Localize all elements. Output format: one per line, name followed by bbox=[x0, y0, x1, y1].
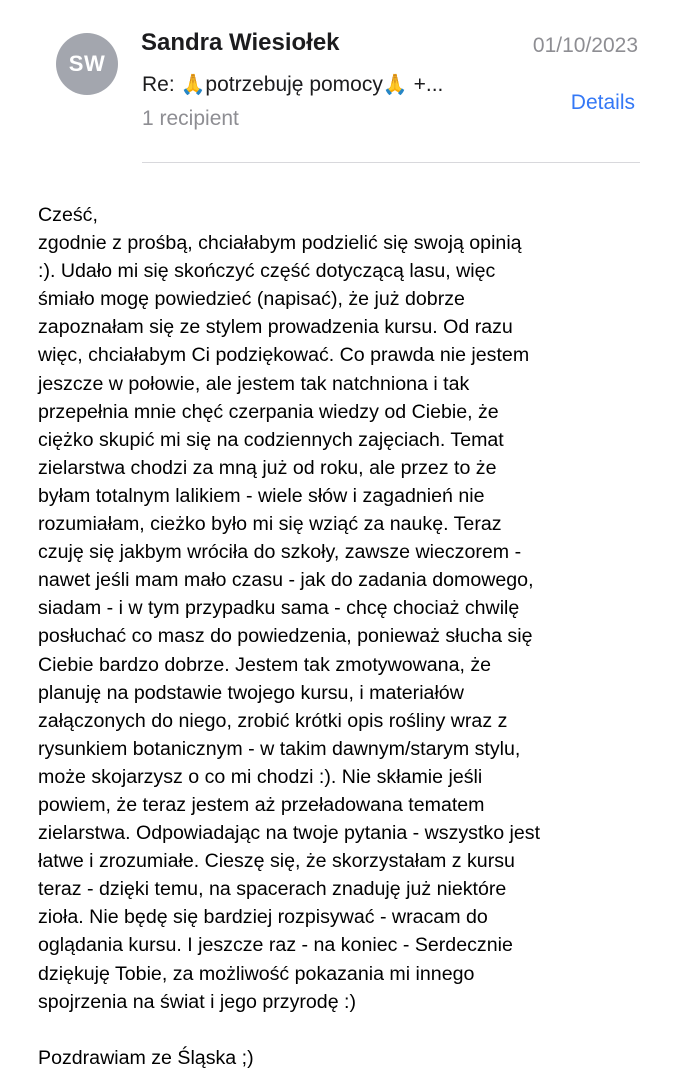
message-header bbox=[0, 0, 680, 165]
body-line: łatwe i zrozumiałe. Cieszę się, że skorzystałam z kursu bbox=[38, 850, 515, 873]
body-line: więc, chciałabym Ci podziękować. Co prawda nie jestem bbox=[38, 344, 530, 367]
recipient-count[interactable]: 1 recipient bbox=[142, 107, 239, 130]
body-line: byłam totalnym lalikiem - wiele słów i zagadnień nie bbox=[38, 484, 485, 507]
body-line: powiem, że teraz jestem aż przeładowana tematem bbox=[38, 793, 485, 816]
signoff-line: Pozdrawiam ze Śląska ;) bbox=[38, 1046, 254, 1069]
body-line: może skojarzysz o co mi chodzi :). Nie skłamie jeśli bbox=[38, 765, 483, 788]
body-line: zapoznałam się ze stylem prowadzenia kursu. Od razu bbox=[38, 316, 513, 339]
body-line: teraz - dzięki temu, na spacerach znaduję już niektóre bbox=[38, 878, 507, 901]
subject-line bbox=[142, 73, 522, 97]
body-line: śmiało mogę powiedzieć (napisać), że już dobrze bbox=[38, 288, 465, 311]
body-line: rozumiałam, cieżko było mi się wziąć za naukę. Teraz bbox=[38, 513, 502, 536]
body-line: przepełnia mnie chęć czerpania wiedzy od Ciebie, że bbox=[38, 400, 499, 423]
body-line: Cześć, bbox=[38, 204, 98, 226]
body-line: spojrzenia na świat i jego przyrodę :) bbox=[38, 990, 357, 1013]
avatar-initials: SW bbox=[68, 51, 106, 76]
body-line: zgodnie z prośbą, chciałabym podzielić się swoją opinią bbox=[38, 232, 522, 255]
details-button[interactable]: Details bbox=[570, 91, 635, 114]
sender-name[interactable]: Sandra Wiesiołek bbox=[141, 29, 340, 56]
body-line: dziękuję Tobie, za możliwość pokazania mi innego bbox=[38, 962, 475, 985]
message-date: 01/10/2023 bbox=[532, 34, 638, 57]
avatar[interactable] bbox=[56, 33, 118, 95]
body-line: rysunkiem botanicznym - w takim dawnym/starym stylu, bbox=[38, 737, 521, 760]
body-line: posłuchać co masz do powiedzenia, ponieważ słucha się bbox=[38, 625, 533, 648]
body-line: zielarstwa. Odpowiadając na twoje pytania - wszystko jest bbox=[38, 822, 541, 845]
body-line: nawet jeśli mam mało czasu - jak do zadania domowego, bbox=[38, 569, 534, 592]
body-line: zioła. Nie będę się bardziej rozpisywać - wracam do bbox=[38, 906, 488, 929]
folded-hands-icon: 🙏 bbox=[382, 74, 408, 96]
message-body bbox=[38, 201, 668, 1072]
paragraph-gap bbox=[38, 1016, 668, 1044]
body-line: jeszcze w połowie, ale jestem tak natchniona i tak bbox=[38, 372, 470, 395]
body-line: Ciebie bardzo dobrze. Jestem tak zmotywowana, że bbox=[38, 653, 492, 676]
body-line: siadam - i w tym przypadku sama - chcę chociaż chwilę bbox=[38, 597, 520, 620]
body-line: załączonych do niego, zrobić krótki opis rośliny wraz z bbox=[38, 709, 508, 732]
body-line: czuję się jakbym wróciła do szkoły, zawsze wieczorem - bbox=[38, 541, 522, 564]
subject-text: potrzebuję pomocy bbox=[205, 73, 383, 96]
body-line: planuję na podstawie twojego kursu, i materiałów bbox=[38, 681, 464, 704]
subject-prefix: Re: bbox=[142, 73, 181, 96]
body-line: ciężko skupić mi się na codziennych zajęciach. Temat bbox=[38, 428, 504, 451]
body-line: zielarstwa chodzi za mną już od roku, ale przez to że bbox=[38, 456, 497, 479]
body-line: :). Udało mi się skończyć część dotyczącą lasu, więc bbox=[38, 260, 496, 283]
folded-hands-icon: 🙏 bbox=[180, 74, 206, 96]
header-divider bbox=[142, 162, 640, 163]
body-line: oglądania kursu. I jeszcze raz - na koniec - Serdecznie bbox=[38, 934, 513, 957]
subject-suffix: +... bbox=[407, 73, 444, 96]
